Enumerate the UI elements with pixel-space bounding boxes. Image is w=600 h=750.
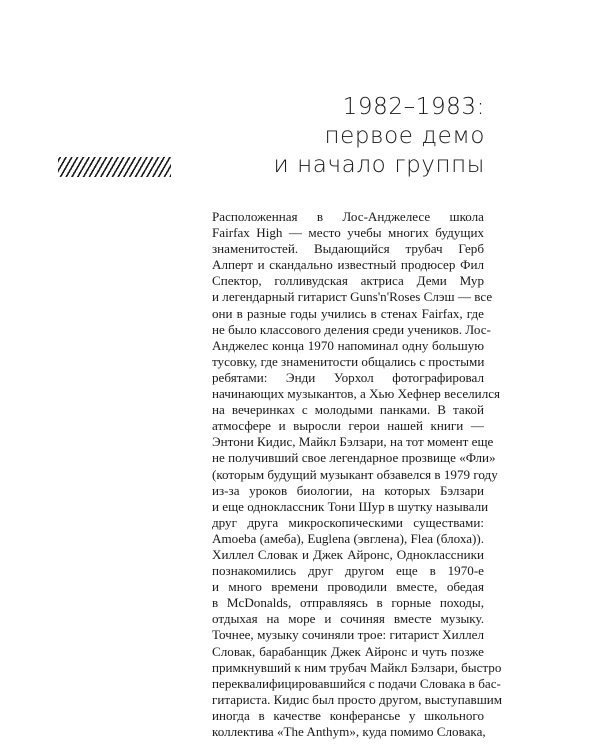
body-line: знаменитостей. Выдающийся трубач Герб xyxy=(212,241,484,257)
body-line: Энтони Кидис, Майкл Бэлзари, на тот момент еще xyxy=(212,434,494,450)
chapter-title-line-band-start: и начало группы xyxy=(273,152,485,178)
body-line: они в разные годы учились в стенах Fairfax, где xyxy=(212,305,484,321)
body-line: Спектор, голливудская актриса Деми Мур xyxy=(212,273,484,289)
body-line: не получивший свое легендарное прозвище «Фли» xyxy=(212,450,496,466)
body-line: и много времени проводили вместе, обедая xyxy=(212,579,484,595)
body-line: друг друга микроскопическими существами: xyxy=(212,514,484,530)
body-line: Хиллел Словак и Джек Айронс, Одноклассники xyxy=(212,546,484,562)
body-line: Точнее, музыку сочиняли трое: гитарист Хиллел xyxy=(212,627,484,643)
body-line: Amoeba (амеба), Euglena (эвглена), Flea (блоха)). xyxy=(212,530,484,546)
body-line: коллектива «The Anthym», куда помимо Словака, xyxy=(212,724,486,739)
body-line: в McDonalds, отправляясь в горные походы, xyxy=(212,595,484,611)
body-line: Словак, барабанщик Джек Айронс и чуть позже xyxy=(212,643,484,659)
body-line: Расположенная в Лос-Анджелесе школа xyxy=(212,209,484,224)
body-line: иногда в качестве конферансье у школьного xyxy=(212,707,484,723)
body-line: примкнувший к ним трубач Майкл Бэлзари, быстро xyxy=(212,659,502,675)
body-line: и еще одноклассник Тони Шур в шутку называли xyxy=(212,498,489,514)
chapter-title xyxy=(273,93,485,180)
body-line: и легендарный гитарист Guns'n'Roses Слэш — все xyxy=(212,289,493,305)
body-line: переквалифицировавшийся с подачи Словака в бас- xyxy=(212,675,501,691)
body-line: начинающих музыкантов, а Хью Хефнер веселился xyxy=(212,386,501,402)
body-line: тусовку, где знаменитости общались с простыми xyxy=(212,353,485,369)
body-line: (которым будущий музыкант обзавелся в 1979 году xyxy=(212,466,498,482)
body-line: гитариста. Кидис был просто другом, выступавшим xyxy=(212,691,503,707)
body-line: на вечеринках с молодыми панками. В такой xyxy=(212,402,484,418)
body-line: познакомились друг другом еще в 1970-е xyxy=(212,563,484,579)
body-line: Алперт и скандально известный продюсер Фил xyxy=(212,257,484,273)
body-line: ребятами: Энди Уорхол фотографировал xyxy=(212,369,484,385)
body-line: не было классового деления среди учеников. Лос- xyxy=(212,321,491,337)
body-line: Анджелес конца 1970 напоминал одну большую xyxy=(212,337,484,353)
chapter-title-line-first-demo: первое демо xyxy=(324,123,485,149)
body-line: атмосфере и выросли герои нашей книги — xyxy=(212,418,484,434)
body-line: Fairfax High — место учебы многих будущих xyxy=(212,225,484,241)
body-text xyxy=(212,209,503,740)
body-line: отдыхая на море и сочиняя вместе музыку. xyxy=(212,611,484,627)
decorative-hatch-bar xyxy=(58,157,171,177)
body-line: из-за уроков биологии, на которых Бэлзари xyxy=(212,482,484,498)
chapter-title-line-years: 1982–1983: xyxy=(342,94,485,120)
